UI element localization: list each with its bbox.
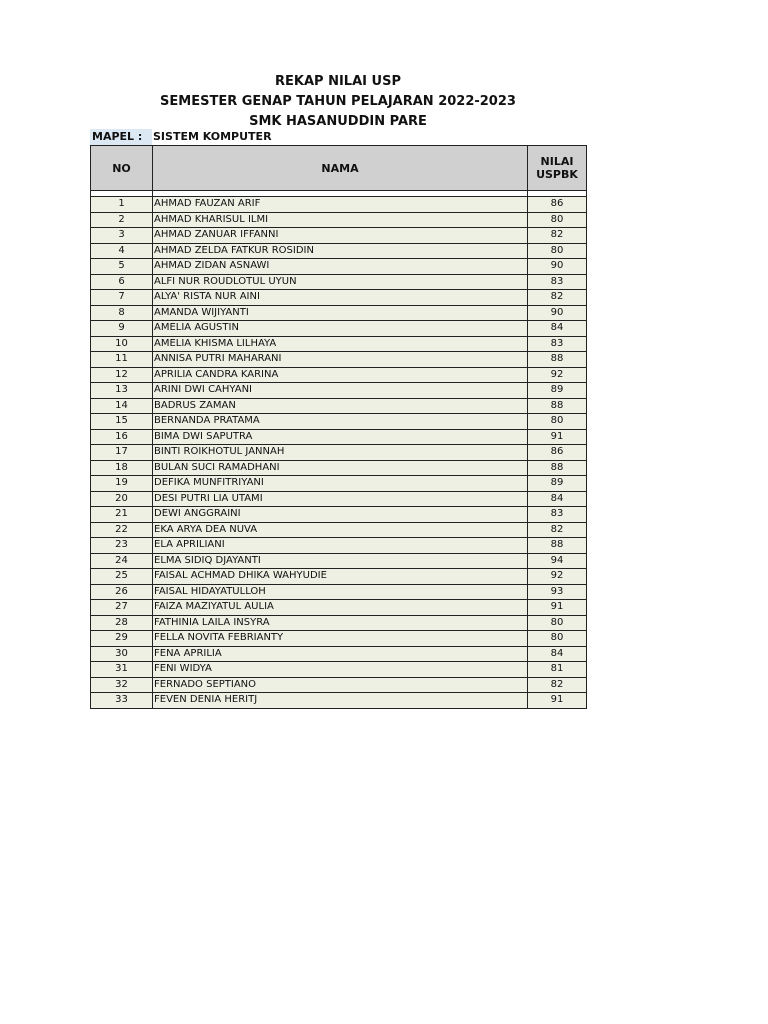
cell-nama: AHMAD KHARISUL ILMI xyxy=(153,212,528,228)
cell-nilai: 83 xyxy=(528,507,587,523)
cell-nama: ALYA' RISTA NUR AINI xyxy=(153,290,528,306)
cell-nama: EKA ARYA DEA NUVA xyxy=(153,522,528,538)
cell-no: 13 xyxy=(91,383,153,399)
header-nilai-line-1: NILAI xyxy=(540,155,574,168)
cell-nama: AHMAD ZIDAN ASNAWI xyxy=(153,259,528,275)
cell-nilai: 86 xyxy=(528,445,587,461)
table-row xyxy=(91,398,587,414)
cell-nama: FEVEN DENIA HERITJ xyxy=(153,693,528,709)
cell-nama: BIMA DWI SAPUTRA xyxy=(153,429,528,445)
cell-nilai: 91 xyxy=(528,429,587,445)
cell-no: 14 xyxy=(91,398,153,414)
cell-nama: FELLA NOVITA FEBRIANTY xyxy=(153,631,528,647)
cell-nama: FATHINIA LAILA INSYRA xyxy=(153,615,528,631)
cell-nama: FERNADO SEPTIANO xyxy=(153,677,528,693)
cell-nilai: 88 xyxy=(528,398,587,414)
cell-no: 11 xyxy=(91,352,153,368)
table-row xyxy=(91,305,587,321)
cell-nama: ELMA SIDIQ DJAYANTI xyxy=(153,553,528,569)
subject-row xyxy=(90,129,586,145)
cell-nilai: 84 xyxy=(528,646,587,662)
cell-nama: DEWI ANGGRAINI xyxy=(153,507,528,523)
title-line-1: REKAP NILAI USP xyxy=(275,74,401,89)
cell-no: 1 xyxy=(91,197,153,213)
table-row xyxy=(91,538,587,554)
table-row xyxy=(91,321,587,337)
cell-nilai: 88 xyxy=(528,538,587,554)
cell-nilai: 80 xyxy=(528,212,587,228)
cell-nilai: 89 xyxy=(528,476,587,492)
header-nilai xyxy=(528,146,587,191)
table-row xyxy=(91,507,587,523)
title-line-2: SEMESTER GENAP TAHUN PELAJARAN 2022-2023 xyxy=(160,94,516,109)
cell-nilai: 90 xyxy=(528,259,587,275)
table-row xyxy=(91,274,587,290)
cell-no: 22 xyxy=(91,522,153,538)
cell-nilai: 83 xyxy=(528,274,587,290)
cell-no: 12 xyxy=(91,367,153,383)
table-row xyxy=(91,243,587,259)
cell-no: 27 xyxy=(91,600,153,616)
cell-nilai: 80 xyxy=(528,631,587,647)
cell-no: 7 xyxy=(91,290,153,306)
cell-no: 3 xyxy=(91,228,153,244)
grades-table xyxy=(90,145,587,709)
cell-nama: FAISAL HIDAYATULLOH xyxy=(153,584,528,600)
cell-no: 5 xyxy=(91,259,153,275)
table-row xyxy=(91,290,587,306)
cell-nama: AMANDA WIJIYANTI xyxy=(153,305,528,321)
cell-nama: DESI PUTRI LIA UTAMI xyxy=(153,491,528,507)
table-row xyxy=(91,476,587,492)
table-row xyxy=(91,600,587,616)
cell-no: 6 xyxy=(91,274,153,290)
table-header-row xyxy=(91,146,587,191)
document-title xyxy=(90,72,586,132)
cell-nama: DEFIKA MUNFITRIYANI xyxy=(153,476,528,492)
table-row xyxy=(91,367,587,383)
cell-nilai: 84 xyxy=(528,321,587,337)
cell-nilai: 80 xyxy=(528,243,587,259)
table-row xyxy=(91,553,587,569)
cell-no: 10 xyxy=(91,336,153,352)
table-body xyxy=(91,197,587,709)
cell-nama: ELA APRILIANI xyxy=(153,538,528,554)
cell-no: 9 xyxy=(91,321,153,337)
table-row xyxy=(91,460,587,476)
cell-nama: FAISAL ACHMAD DHIKA WAHYUDIE xyxy=(153,569,528,585)
cell-nilai: 82 xyxy=(528,677,587,693)
cell-nama: FAIZA MAZIYATUL AULIA xyxy=(153,600,528,616)
cell-nama: ANNISA PUTRI MAHARANI xyxy=(153,352,528,368)
cell-nilai: 80 xyxy=(528,615,587,631)
table-row xyxy=(91,352,587,368)
header-no: NO xyxy=(91,146,153,191)
cell-no: 21 xyxy=(91,507,153,523)
header-nilai-line-2: USPBK xyxy=(536,168,578,181)
cell-nama: BULAN SUCI RAMADHANI xyxy=(153,460,528,476)
cell-no: 17 xyxy=(91,445,153,461)
cell-nilai: 92 xyxy=(528,569,587,585)
table-row xyxy=(91,414,587,430)
cell-no: 15 xyxy=(91,414,153,430)
cell-no: 2 xyxy=(91,212,153,228)
cell-nilai: 86 xyxy=(528,197,587,213)
table-row xyxy=(91,383,587,399)
table-row xyxy=(91,491,587,507)
table-row xyxy=(91,259,587,275)
cell-no: 19 xyxy=(91,476,153,492)
subject-label: MAPEL : xyxy=(90,129,152,145)
table-row xyxy=(91,569,587,585)
cell-nama: AHMAD ZELDA FATKUR ROSIDIN xyxy=(153,243,528,259)
cell-nilai: 94 xyxy=(528,553,587,569)
cell-no: 29 xyxy=(91,631,153,647)
cell-nama: FENI WIDYA xyxy=(153,662,528,678)
cell-nilai: 84 xyxy=(528,491,587,507)
table-row xyxy=(91,662,587,678)
cell-no: 16 xyxy=(91,429,153,445)
cell-nilai: 88 xyxy=(528,352,587,368)
title-line-3: SMK HASANUDDIN PARE xyxy=(249,114,427,129)
cell-no: 26 xyxy=(91,584,153,600)
table-row xyxy=(91,631,587,647)
table-row xyxy=(91,212,587,228)
header-nama: NAMA xyxy=(153,146,528,191)
table-row xyxy=(91,197,587,213)
cell-nilai: 89 xyxy=(528,383,587,399)
cell-no: 30 xyxy=(91,646,153,662)
subject-value: SISTEM KOMPUTER xyxy=(153,130,272,143)
cell-nama: ALFI NUR ROUDLOTUL UYUN xyxy=(153,274,528,290)
table-row xyxy=(91,693,587,709)
cell-nilai: 82 xyxy=(528,522,587,538)
cell-no: 8 xyxy=(91,305,153,321)
cell-nama: AHMAD FAUZAN ARIF xyxy=(153,197,528,213)
cell-nama: AHMAD ZANUAR IFFANNI xyxy=(153,228,528,244)
cell-nama: APRILIA CANDRA KARINA xyxy=(153,367,528,383)
cell-nilai: 80 xyxy=(528,414,587,430)
cell-no: 25 xyxy=(91,569,153,585)
table-row xyxy=(91,646,587,662)
cell-no: 18 xyxy=(91,460,153,476)
cell-no: 20 xyxy=(91,491,153,507)
cell-no: 28 xyxy=(91,615,153,631)
table-row xyxy=(91,429,587,445)
table-row xyxy=(91,445,587,461)
cell-nilai: 82 xyxy=(528,290,587,306)
cell-nilai: 90 xyxy=(528,305,587,321)
cell-nama: BERNANDA PRATAMA xyxy=(153,414,528,430)
cell-nilai: 93 xyxy=(528,584,587,600)
cell-nama: FENA APRILIA xyxy=(153,646,528,662)
cell-nilai: 81 xyxy=(528,662,587,678)
table-row xyxy=(91,522,587,538)
cell-nilai: 88 xyxy=(528,460,587,476)
table-row xyxy=(91,615,587,631)
cell-nilai: 92 xyxy=(528,367,587,383)
cell-no: 33 xyxy=(91,693,153,709)
cell-nilai: 83 xyxy=(528,336,587,352)
cell-nama: AMELIA KHISMA LILHAYA xyxy=(153,336,528,352)
cell-nama: AMELIA AGUSTIN xyxy=(153,321,528,337)
cell-nama: BADRUS ZAMAN xyxy=(153,398,528,414)
cell-no: 24 xyxy=(91,553,153,569)
table-row xyxy=(91,677,587,693)
table-row xyxy=(91,228,587,244)
cell-nama: ARINI DWI CAHYANI xyxy=(153,383,528,399)
cell-nama: BINTI ROIKHOTUL JANNAH xyxy=(153,445,528,461)
cell-no: 4 xyxy=(91,243,153,259)
table-row xyxy=(91,584,587,600)
table-row xyxy=(91,336,587,352)
cell-nilai: 91 xyxy=(528,693,587,709)
cell-nilai: 91 xyxy=(528,600,587,616)
cell-no: 23 xyxy=(91,538,153,554)
cell-no: 31 xyxy=(91,662,153,678)
cell-nilai: 82 xyxy=(528,228,587,244)
cell-no: 32 xyxy=(91,677,153,693)
